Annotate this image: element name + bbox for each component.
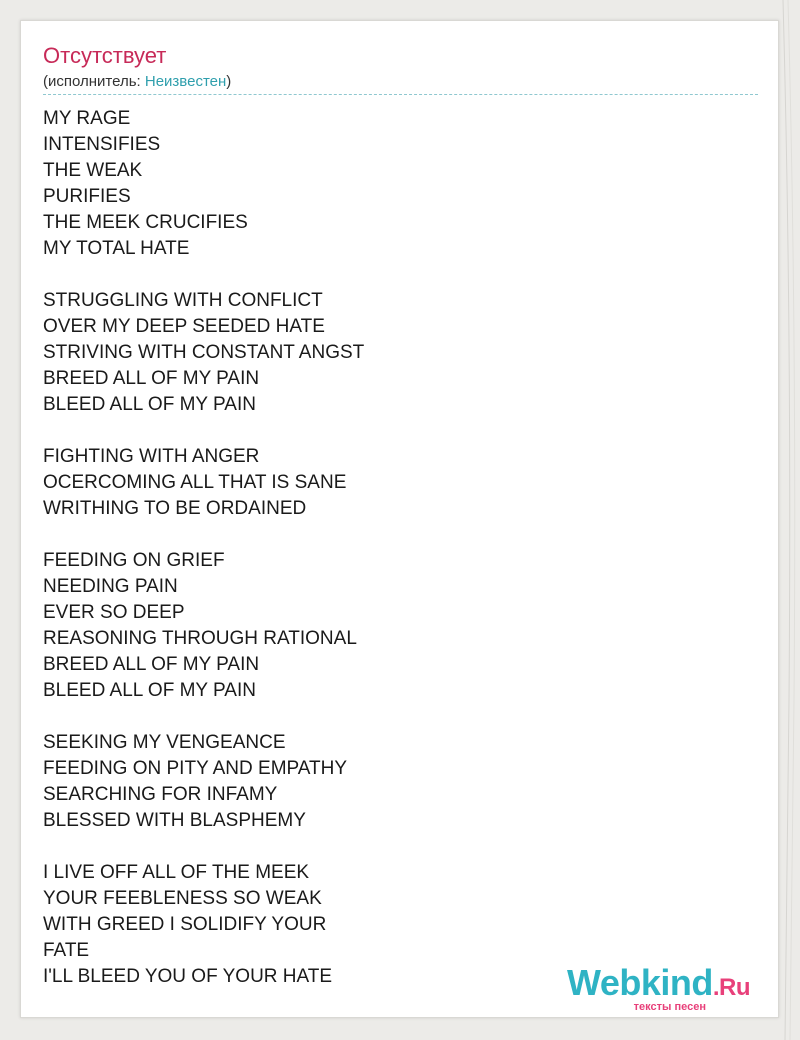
header-divider	[43, 94, 758, 95]
page-edge-decoration	[780, 0, 800, 1040]
lyrics-card	[20, 20, 779, 1018]
logo-wordmark	[566, 962, 750, 1006]
logo-tld: .Ru	[712, 974, 750, 1001]
artist-line	[43, 73, 231, 90]
lyric-line: MY RAGE	[43, 108, 131, 129]
lyric-line: STRIVING WITH CONSTANT ANGST	[43, 342, 365, 363]
logo-tagline: тексты песен	[633, 1001, 706, 1013]
lyric-line: BREED ALL OF MY PAIN	[43, 368, 260, 389]
lyric-line: OVER MY DEEP SEEDED HATE	[43, 316, 325, 337]
lyric-line: FEEDING ON GRIEF	[43, 550, 225, 571]
artist-link[interactable]: Неизвестен	[144, 73, 227, 90]
lyric-line: FEEDING ON PITY AND EMPATHY	[43, 758, 348, 779]
lyric-line: WRITHING TO BE ORDAINED	[43, 498, 307, 519]
lyric-line: BREED ALL OF MY PAIN	[43, 654, 260, 675]
lyric-line: FATE	[43, 940, 90, 961]
logo-brand: Webkind	[566, 962, 713, 1003]
lyric-line: BLESSED WITH BLASPHEMY	[43, 810, 306, 831]
lyric-line	[43, 704, 743, 730]
site-logo[interactable]	[566, 962, 750, 1013]
lyric-line: MY TOTAL HATE	[43, 238, 190, 259]
lyric-line	[43, 834, 743, 860]
song-title: Отсутствует	[43, 43, 167, 68]
lyric-line: I'LL BLEED YOU OF YOUR HATE	[43, 966, 333, 987]
lyric-line: EVER SO DEEP	[43, 602, 185, 623]
lyric-line: PURIFIES	[43, 186, 131, 207]
lyric-line: SEARCHING FOR INFAMY	[43, 784, 278, 805]
lyric-line: OCERCOMING ALL THAT IS SANE	[43, 472, 347, 493]
lyric-line	[43, 262, 743, 288]
lyric-line: STRUGGLING WITH CONFLICT	[43, 290, 323, 311]
lyric-line: YOUR FEEBLENESS SO WEAK	[43, 888, 322, 909]
lyric-line: INTENSIFIES	[43, 134, 161, 155]
lyric-line: WITH GREED I SOLIDIFY YOUR	[43, 914, 327, 935]
lyric-line: SEEKING MY VENGEANCE	[43, 732, 286, 753]
lyric-line: THE WEAK	[43, 160, 143, 181]
lyric-line: NEEDING PAIN	[43, 576, 178, 597]
lyric-line	[43, 418, 743, 444]
lyric-line: THE MEEK CRUCIFIES	[43, 212, 248, 233]
lyric-line: REASONING THROUGH RATIONAL	[43, 628, 357, 649]
lyric-line: I LIVE OFF ALL OF THE MEEK	[43, 862, 310, 883]
lyric-line: BLEED ALL OF MY PAIN	[43, 680, 256, 701]
artist-prefix: (исполнитель:	[43, 73, 145, 90]
lyric-line: FIGHTING WITH ANGER	[43, 446, 260, 467]
artist-suffix: )	[226, 73, 232, 90]
lyric-line	[43, 522, 743, 548]
lyric-line: BLEED ALL OF MY PAIN	[43, 394, 256, 415]
lyrics-text	[43, 106, 743, 990]
